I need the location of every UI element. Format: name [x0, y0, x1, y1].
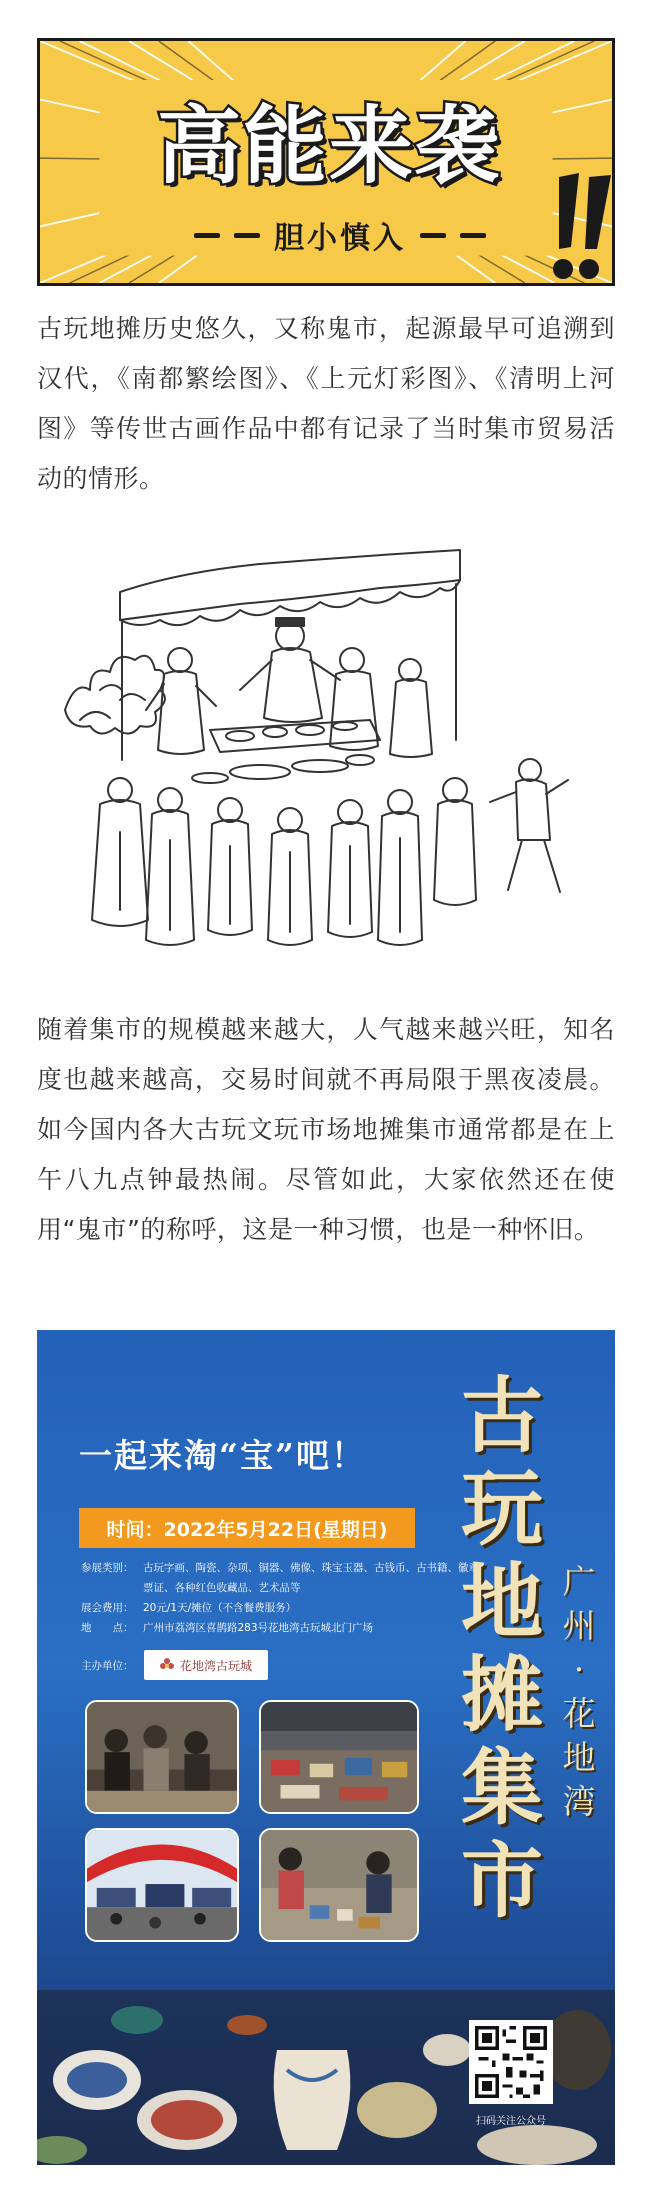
intro-paragraph: 古玩地摊历史悠久，又称鬼市，起源最早可追溯到汉代，《南都繁绘图》、《上元灯彩图》、《清明上河图》等传世古画作品中都有记录了当时集市贸易活动的情形。 — [37, 314, 615, 493]
dash-right — [420, 233, 446, 238]
poster-host-row — [81, 1650, 268, 1680]
info-value: 广州市荔湾区喜鹊路283号花地湾古玩城北门广场 — [143, 1622, 374, 1634]
poster-big-title: 古玩地摊集市 — [460, 1368, 543, 1929]
dash-left — [194, 233, 220, 238]
poster-slogan: 一起来淘“宝”吧！ — [79, 1436, 366, 1475]
info-row-address — [81, 1618, 491, 1638]
host-logo — [144, 1650, 268, 1680]
photo-image-icon — [261, 1830, 417, 1940]
host-label: 主办单位： — [81, 1659, 134, 1672]
info-value: 古玩字画、陶瓷、杂项、铜器、佛像、珠宝玉器、古钱币、古书籍、徽章、票证、各种红色收藏品、艺术品等 — [143, 1562, 490, 1594]
banner-subtitle-row — [190, 213, 490, 257]
banner-subtitle: 胆小慎入 — [274, 221, 406, 256]
market-crowd-line-drawing-icon — [60, 540, 590, 970]
market-photo-1 — [85, 1700, 239, 1814]
poster-info — [81, 1558, 491, 1638]
photo-image-icon — [87, 1702, 237, 1812]
host-name: 花地湾古玩城 — [179, 1658, 252, 1673]
info-key: 展会费用： — [81, 1602, 134, 1614]
dash-right-2 — [460, 233, 486, 238]
poster-location: 广州·花地湾 — [562, 1562, 596, 1821]
photo-image-icon — [87, 1830, 237, 1940]
double-exclamation-icon — [545, 169, 615, 286]
event-poster — [37, 1330, 615, 2165]
dash-left-2 — [234, 233, 260, 238]
info-value: 20元/1天/摊位（不含餐费服务） — [143, 1602, 297, 1614]
qr-code-icon — [475, 2026, 547, 2098]
market-photo-3 — [85, 1828, 239, 1942]
info-row-categories — [81, 1558, 491, 1598]
flower-logo-icon — [159, 1657, 175, 1673]
market-photo-4 — [259, 1828, 419, 1942]
info-key: 参展类别： — [81, 1562, 134, 1574]
photo-image-icon — [261, 1702, 417, 1812]
qr-code[interactable] — [469, 2020, 553, 2104]
market-photo-2 — [259, 1700, 419, 1814]
poster-time-bar: 时间：2022年5月22日(星期日) — [79, 1508, 415, 1548]
modern-paragraph: 随着集市的规模越来越大，人气越来越兴旺，知名度也越来越高，交易时间就不再局限于黑夜凌晨。如今国内各大古玩文玩市场地摊集市通常都是在上午八九点钟最热闹。尽管如此，大家依然还在使用“鬼市”的称呼，这是一种习惯，也是一种怀旧。 — [37, 1015, 615, 1244]
banner-title: 高能来袭 — [156, 96, 501, 195]
info-row-fee — [81, 1598, 491, 1618]
qr-caption: 扫码关注公众号 — [476, 2116, 546, 2127]
banner-title-box — [114, 83, 544, 195]
header-banner — [37, 38, 615, 286]
info-key: 地 点： — [81, 1622, 134, 1634]
